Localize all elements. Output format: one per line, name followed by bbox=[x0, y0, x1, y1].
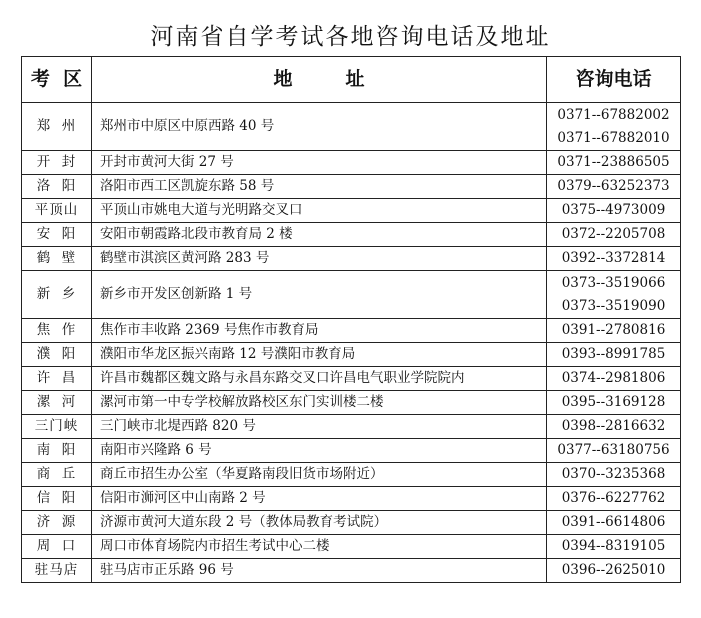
table-row bbox=[22, 511, 681, 535]
phone-number: 0395--3169128 bbox=[561, 394, 666, 410]
phone-cell bbox=[547, 439, 681, 463]
phone-number: 0394--8319105 bbox=[561, 538, 666, 554]
region-cell: 南 阳 bbox=[22, 439, 92, 463]
phone-cell bbox=[547, 151, 681, 175]
table-row bbox=[22, 463, 681, 487]
address-cell: 鹤壁市淇滨区黄河路 283 号 bbox=[92, 247, 547, 271]
phone-number: 0371--67882002 bbox=[557, 106, 670, 123]
table-row bbox=[22, 367, 681, 391]
phone-number: 0373--3519090 bbox=[561, 297, 666, 314]
address-cell: 新乡市开发区创新路 1 号 bbox=[92, 271, 547, 319]
phone-cell bbox=[547, 199, 681, 223]
region-cell: 商 丘 bbox=[22, 463, 92, 487]
phone-cell bbox=[547, 391, 681, 415]
address-cell: 漯河市第一中专学校解放路校区东门实训楼二楼 bbox=[92, 391, 547, 415]
address-cell: 安阳市朝霞路北段市教育局 2 楼 bbox=[92, 223, 547, 247]
phone-cell bbox=[547, 559, 681, 583]
table-row bbox=[22, 343, 681, 367]
phone-number: 0376--6227762 bbox=[561, 490, 666, 506]
region-cell: 鹤 壁 bbox=[22, 247, 92, 271]
address-cell: 平顶山市姚电大道与光明路交叉口 bbox=[92, 199, 547, 223]
table-row bbox=[22, 151, 681, 175]
region-cell: 漯 河 bbox=[22, 391, 92, 415]
phone-number: 0374--2981806 bbox=[561, 370, 666, 386]
address-cell: 郑州市中原区中原西路 40 号 bbox=[92, 103, 547, 151]
phone-cell bbox=[547, 223, 681, 247]
address-cell: 焦作市丰收路 2369 号焦作市教育局 bbox=[92, 319, 547, 343]
phone-cell bbox=[547, 103, 681, 151]
table-row bbox=[22, 559, 681, 583]
table-row bbox=[22, 175, 681, 199]
phone-cell bbox=[547, 463, 681, 487]
region-cell: 驻马店 bbox=[22, 559, 92, 583]
phone-number: 0398--2816632 bbox=[561, 418, 666, 434]
header-region: 考 区 bbox=[22, 57, 92, 103]
region-cell: 洛 阳 bbox=[22, 175, 92, 199]
address-cell: 南阳市兴隆路 6 号 bbox=[92, 439, 547, 463]
header-phone: 咨询电话 bbox=[547, 57, 681, 103]
table-row bbox=[22, 103, 681, 151]
address-cell: 济源市黄河大道东段 2 号（教体局教育考试院） bbox=[92, 511, 547, 535]
contact-table bbox=[21, 56, 681, 583]
table-row bbox=[22, 391, 681, 415]
table-row bbox=[22, 271, 681, 319]
phone-cell bbox=[547, 247, 681, 271]
phone-number: 0373--3519066 bbox=[561, 274, 666, 291]
address-cell: 许昌市魏都区魏文路与永昌东路交叉口许昌电气职业学院院内 bbox=[92, 367, 547, 391]
region-cell: 焦 作 bbox=[22, 319, 92, 343]
phone-number: 0375--4973009 bbox=[561, 202, 666, 218]
table-row bbox=[22, 487, 681, 511]
phone-cell bbox=[547, 415, 681, 439]
phone-cell bbox=[547, 367, 681, 391]
phone-number: 0391--2780816 bbox=[561, 322, 666, 338]
phone-cell bbox=[547, 535, 681, 559]
table-row bbox=[22, 199, 681, 223]
table-header-row bbox=[22, 57, 681, 103]
phone-number: 0392--3372814 bbox=[561, 250, 666, 266]
region-cell: 济 源 bbox=[22, 511, 92, 535]
phone-number: 0391--6614806 bbox=[561, 514, 666, 530]
header-address: 地 址 bbox=[92, 57, 547, 103]
region-cell: 许 昌 bbox=[22, 367, 92, 391]
address-cell: 周口市体育场院内市招生考试中心二楼 bbox=[92, 535, 547, 559]
phone-number: 0396--2625010 bbox=[561, 562, 666, 578]
phone-cell bbox=[547, 511, 681, 535]
table-row bbox=[22, 247, 681, 271]
phone-cell bbox=[547, 319, 681, 343]
phone-number: 0370--3235368 bbox=[561, 466, 666, 482]
address-cell: 三门峡市北堤西路 820 号 bbox=[92, 415, 547, 439]
phone-cell bbox=[547, 343, 681, 367]
phone-number: 0377--63180756 bbox=[557, 442, 670, 458]
phone-number: 0393--8991785 bbox=[561, 346, 666, 362]
region-cell: 安 阳 bbox=[22, 223, 92, 247]
phone-number: 0372--2205708 bbox=[561, 226, 666, 242]
region-cell: 三门峡 bbox=[22, 415, 92, 439]
table-row bbox=[22, 223, 681, 247]
phone-number: 0371--67882010 bbox=[557, 129, 670, 146]
phone-number: 0379--63252373 bbox=[557, 178, 670, 194]
table-row bbox=[22, 439, 681, 463]
phone-cell bbox=[547, 487, 681, 511]
address-cell: 洛阳市西工区凯旋东路 58 号 bbox=[92, 175, 547, 199]
region-cell: 新 乡 bbox=[22, 271, 92, 319]
address-cell: 开封市黄河大街 27 号 bbox=[92, 151, 547, 175]
address-cell: 商丘市招生办公室（华夏路南段旧货市场附近） bbox=[92, 463, 547, 487]
table-body bbox=[22, 103, 681, 583]
address-cell: 信阳市浉河区中山南路 2 号 bbox=[92, 487, 547, 511]
region-cell: 信 阳 bbox=[22, 487, 92, 511]
table-row bbox=[22, 535, 681, 559]
address-cell: 驻马店市正乐路 96 号 bbox=[92, 559, 547, 583]
region-cell: 平顶山 bbox=[22, 199, 92, 223]
table-row bbox=[22, 319, 681, 343]
page-title: 河南省自学考试各地咨询电话及地址 bbox=[150, 24, 551, 50]
region-cell: 濮 阳 bbox=[22, 343, 92, 367]
address-cell: 濮阳市华龙区振兴南路 12 号濮阳市教育局 bbox=[92, 343, 547, 367]
phone-number: 0371--23886505 bbox=[557, 154, 670, 170]
phone-cell bbox=[547, 175, 681, 199]
region-cell: 开 封 bbox=[22, 151, 92, 175]
phone-cell bbox=[547, 271, 681, 319]
region-cell: 周 口 bbox=[22, 535, 92, 559]
region-cell: 郑 州 bbox=[22, 103, 92, 151]
table-row bbox=[22, 415, 681, 439]
